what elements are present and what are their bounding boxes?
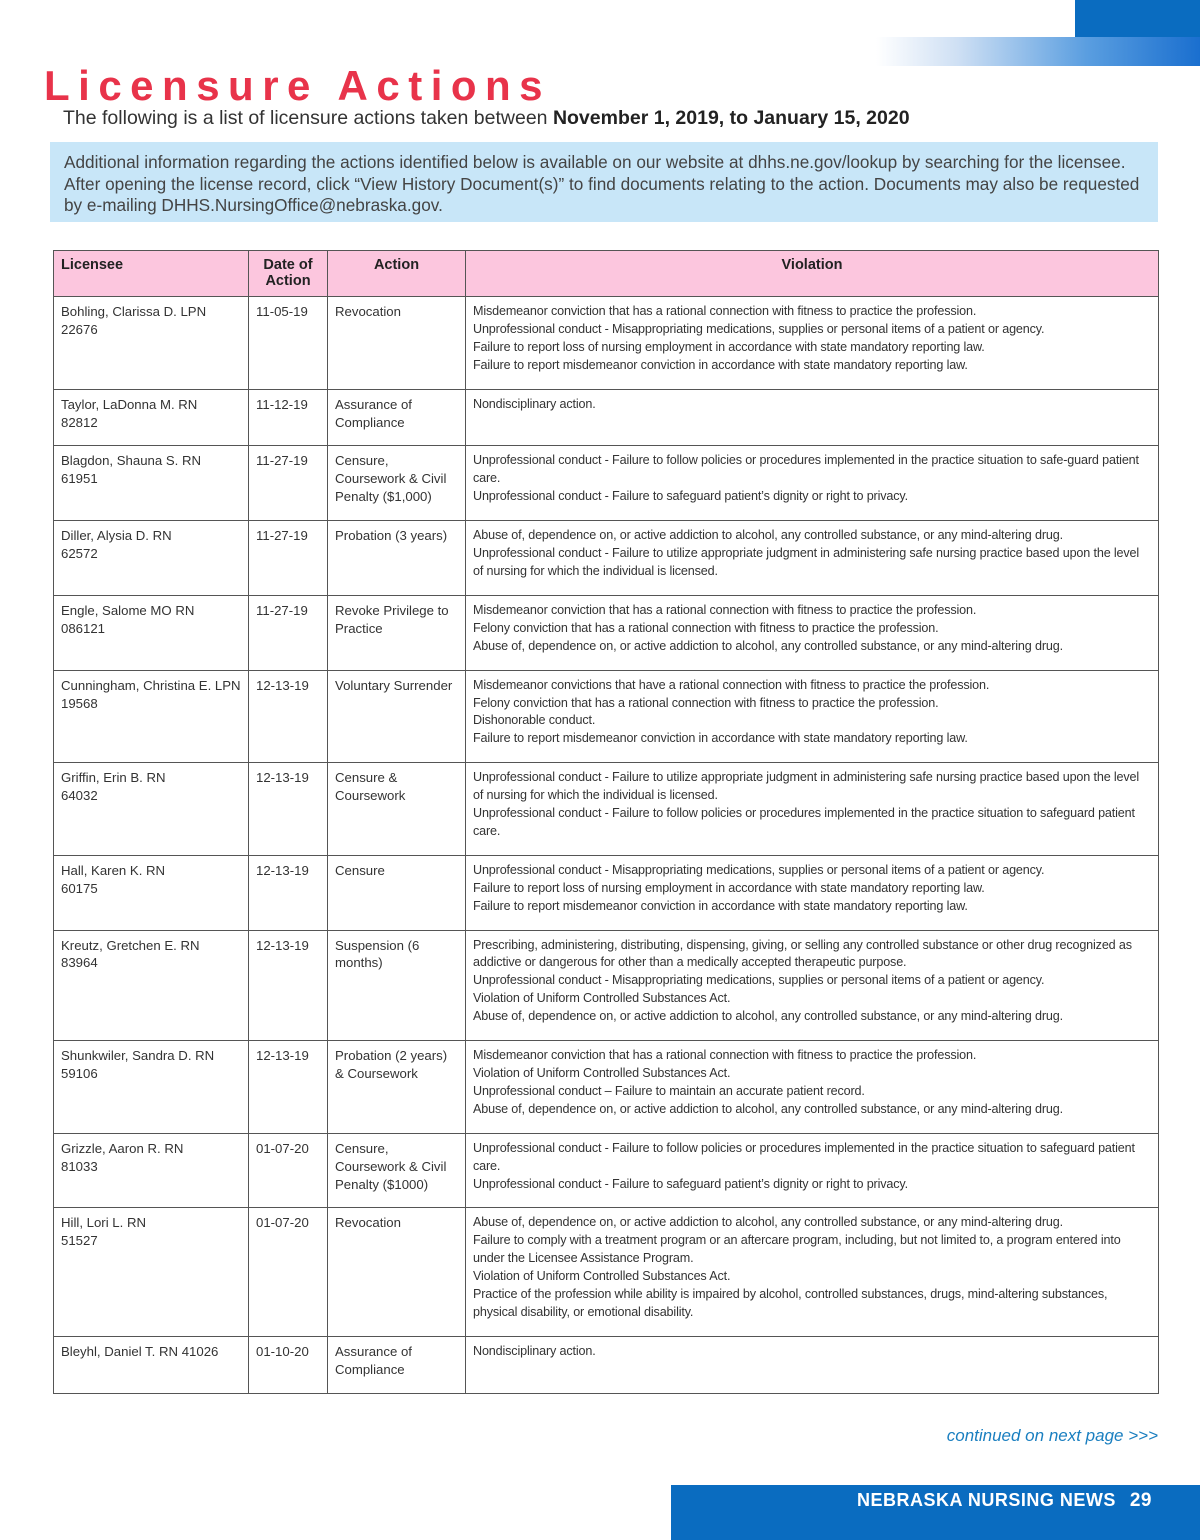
license-number: 51527	[61, 1233, 98, 1249]
licensee-name: Cunningham, Christina E. LPN	[61, 677, 241, 693]
violation-item: Failure to report misdemeanor conviction in accordance with state mandatory reporting law.	[473, 731, 968, 746]
continued-note: continued on next page >>>	[946, 1426, 1158, 1445]
violation-item: Violation of Uniform Controlled Substances Act.	[473, 991, 731, 1006]
licensee-cell	[54, 1336, 249, 1393]
violation-item: Unprofessional conduct - Failure to utilize appropriate judgment in administering safe nursing practice based upon the level of nursing for which the individual is licensed.	[473, 546, 1140, 578]
header-licensee: Licensee	[54, 251, 249, 297]
licensee-name: Bleyhl, Daniel T. RN 41026	[61, 1343, 219, 1359]
action-cell: Censure	[328, 855, 466, 930]
violation-item: Abuse of, dependence on, or active addiction to alcohol, any controlled substance, or any mind-altering drug.	[473, 1101, 1063, 1116]
date-cell: 11-12-19	[249, 389, 328, 446]
action-cell: Censure & Coursework	[328, 763, 466, 856]
licensee-cell	[54, 670, 249, 763]
action-cell: Voluntary Surrender	[328, 670, 466, 763]
violation-cell	[466, 930, 1159, 1041]
license-number: 61951	[61, 471, 98, 487]
date-cell: 12-13-19	[249, 1041, 328, 1134]
licensee-name: Hall, Karen K. RN	[61, 862, 166, 878]
date-cell: 01-07-20	[249, 1208, 328, 1336]
violation-item: Failure to comply with a treatment program or an aftercare program, including, but not limited to, a program entered into under the Licensee Assistance Program.	[473, 1233, 1121, 1266]
header-action: Action	[328, 251, 466, 297]
table-body	[54, 297, 1159, 1394]
subtitle-prefix: The following is a list of licensure actions taken between	[63, 107, 553, 129]
violation-item: Abuse of, dependence on, or active addiction to alcohol, any controlled substance, or any mind-altering drug.	[473, 638, 1063, 653]
table-row	[54, 521, 1159, 596]
info-box: Additional information regarding the actions identified below is available on our website at dhhs.ne.gov/lookup by searching for the licensee. After opening the license record, click “View History Document(s)” to find documents relating to the action. Documents may also be requested by e-mailing DHHS.NursingOffice@nebraska.gov.	[50, 142, 1158, 222]
table-row	[54, 1336, 1159, 1393]
header-date: Date of Action	[249, 251, 328, 297]
violation-item: Nondisciplinary action.	[473, 1343, 596, 1358]
table-row	[54, 1041, 1159, 1134]
action-cell: Probation (2 years) & Coursework	[328, 1041, 466, 1134]
licensee-name: Shunkwiler, Sandra D. RN	[61, 1048, 215, 1064]
publication-name: NEBRASKA NURSING NEWS	[857, 1490, 1116, 1510]
license-number: 60175	[61, 880, 98, 896]
violation-cell	[466, 670, 1159, 763]
violation-item: Failure to report loss of nursing employment in accordance with state mandatory reporting law.	[473, 339, 985, 354]
violation-item: Unprofessional conduct - Failure to follow policies or procedures implemented in the practice situation to safeguard patient care.	[473, 1140, 1135, 1173]
licensee-cell	[54, 855, 249, 930]
violation-item: Unprofessional conduct - Failure to safeguard patient’s dignity or right to privacy.	[473, 1176, 908, 1191]
date-cell: 12-13-19	[249, 930, 328, 1041]
violation-cell	[466, 595, 1159, 670]
action-cell: Suspension (6 months)	[328, 930, 466, 1041]
violation-cell	[466, 389, 1159, 446]
table-row	[54, 763, 1159, 856]
violation-cell	[466, 855, 1159, 930]
table-header-row	[54, 251, 1159, 297]
violation-item: Violation of Uniform Controlled Substances Act.	[473, 1269, 731, 1284]
license-number: 22676	[61, 321, 98, 337]
corner-color-block	[1075, 0, 1200, 37]
violation-item: Failure to report misdemeanor conviction in accordance with state mandatory reporting law.	[473, 898, 968, 913]
violation-cell	[466, 1133, 1159, 1208]
violation-item: Abuse of, dependence on, or active addiction to alcohol, any controlled substance, or any mind-altering drug.	[473, 1215, 1063, 1230]
violation-item: Felony conviction that has a rational connection with fitness to practice the profession.	[473, 695, 939, 710]
violation-item: Violation of Uniform Controlled Substances Act.	[473, 1066, 731, 1080]
subtitle-dates: November 1, 2019, to January 15, 2020	[552, 107, 910, 129]
violation-item: Abuse of, dependence on, or active addiction to alcohol, any controlled substance, or any mind-altering drug.	[473, 1009, 1063, 1024]
licensee-name: Taylor, LaDonna M. RN	[61, 396, 198, 412]
violation-item: Unprofessional conduct - Failure to follow policies or procedures implemented in the practice situation to safe-guard patient care.	[473, 453, 1139, 486]
violation-cell	[466, 446, 1159, 521]
violation-item: Misdemeanor convictions that have a rational connection with fitness to practice the profession.	[473, 677, 990, 692]
date-cell: 01-07-20	[249, 1133, 328, 1208]
licensee-name: Bohling, Clarissa D. LPN	[61, 304, 207, 319]
license-number: 62572	[61, 546, 98, 562]
violation-item: Failure to report loss of nursing employment in accordance with state mandatory reporting law.	[473, 880, 985, 895]
violation-item: Nondisciplinary action.	[473, 396, 596, 411]
violation-item: Practice of the profession while ability is impaired by alcohol, controlled substances, drugs, mind-altering substances, physical disability, or emotional disability.	[473, 1287, 1108, 1319]
license-number: 086121	[61, 620, 106, 636]
licensee-cell	[54, 297, 249, 390]
page-number: 29	[1129, 1490, 1152, 1511]
licensee-cell	[54, 1208, 249, 1336]
date-cell: 11-27-19	[249, 446, 328, 521]
violation-item: Unprofessional conduct - Failure to utilize appropriate judgment in administering safe nursing practice based upon the level of nursing for which the individual is licensed.	[473, 770, 1140, 803]
violation-item: Misdemeanor conviction that has a rational connection with fitness to practice the profession.	[473, 1048, 977, 1063]
license-number: 59106	[61, 1066, 98, 1081]
date-cell: 11-27-19	[249, 595, 328, 670]
date-cell: 12-13-19	[249, 763, 328, 856]
violation-item: Dishonorable conduct.	[473, 713, 596, 728]
violation-item: Prescribing, administering, distributing, dispensing, giving, or selling any controlled substance or other drug recognized as addictive or dangerous for other than a medically accepted therapeutic purpose.	[473, 937, 1132, 970]
licensee-name: Engle, Salome MO RN	[61, 602, 195, 618]
action-cell: Revocation	[328, 297, 466, 390]
licensee-name: Diller, Alysia D. RN	[61, 528, 172, 544]
footer-bar	[671, 1485, 1200, 1540]
date-cell: 11-27-19	[249, 521, 328, 596]
violation-item: Unprofessional conduct - Misappropriating medications, supplies or personal items of a patient or agency.	[473, 973, 1045, 988]
licensee-cell	[54, 446, 249, 521]
license-number: 83964	[61, 955, 98, 971]
table-row	[54, 297, 1159, 390]
action-cell: Censure, Coursework & Civil Penalty ($1000)	[328, 1133, 466, 1208]
licensee-cell	[54, 930, 249, 1041]
violation-item: Felony conviction that has a rational connection with fitness to practice the profession.	[473, 620, 939, 635]
table-row	[54, 1208, 1159, 1336]
violation-cell	[466, 521, 1159, 596]
table-row	[54, 389, 1159, 446]
violation-item: Unprofessional conduct - Misappropriating medications, supplies or personal items of a patient or agency.	[473, 862, 1045, 877]
violation-cell	[466, 1336, 1159, 1393]
licensure-actions-table	[53, 250, 1159, 1394]
table-row	[54, 670, 1159, 763]
date-cell: 12-13-19	[249, 855, 328, 930]
action-cell: Assurance of Compliance	[328, 389, 466, 446]
licensee-cell	[54, 763, 249, 856]
violation-item: Abuse of, dependence on, or active addiction to alcohol, any controlled substance, or any mind-altering drug.	[473, 528, 1063, 543]
date-cell: 11-05-19	[249, 297, 328, 390]
violation-item: Misdemeanor conviction that has a rational connection with fitness to practice the profession.	[473, 304, 977, 318]
header-gradient-bar	[876, 37, 1200, 66]
table-row	[54, 930, 1159, 1041]
violation-cell	[466, 297, 1159, 390]
action-cell: Revocation	[328, 1208, 466, 1336]
date-cell: 01-10-20	[249, 1336, 328, 1393]
licensee-cell	[54, 595, 249, 670]
action-cell: Revoke Privilege to Practice	[328, 595, 466, 670]
licensee-name: Griffin, Erin B. RN	[61, 770, 166, 786]
licensee-cell	[54, 1133, 249, 1208]
violation-item: Failure to report misdemeanor conviction in accordance with state mandatory reporting law.	[473, 357, 968, 372]
licensee-name: Blagdon, Shauna S. RN	[61, 453, 202, 469]
action-cell: Censure, Coursework & Civil Penalty ($1,000)	[328, 446, 466, 521]
violation-item: Unprofessional conduct – Failure to maintain an accurate patient record.	[473, 1083, 865, 1098]
table-row	[54, 446, 1159, 521]
page-title: Licensure Actions	[44, 62, 552, 109]
license-number: 19568	[61, 695, 98, 711]
licensee-cell	[54, 1041, 249, 1134]
date-cell: 12-13-19	[249, 670, 328, 763]
violation-item: Misdemeanor conviction that has a rational connection with fitness to practice the profession.	[473, 602, 977, 617]
violation-item: Unprofessional conduct - Failure to safeguard patient’s dignity or right to privacy.	[473, 489, 908, 504]
action-cell: Assurance of Compliance	[328, 1336, 466, 1393]
license-number: 82812	[61, 414, 98, 430]
licensee-cell	[54, 521, 249, 596]
license-number: 64032	[61, 788, 98, 804]
page-subtitle	[63, 107, 910, 130]
violation-item: Unprofessional conduct - Misappropriating medications, supplies or personal items of a patient or agency.	[473, 321, 1045, 336]
licensee-cell	[54, 389, 249, 446]
violation-item: Unprofessional conduct - Failure to follow policies or procedures implemented in the practice situation to safeguard patient care.	[473, 806, 1135, 838]
table-row	[54, 595, 1159, 670]
violation-cell	[466, 1208, 1159, 1336]
table-row	[54, 855, 1159, 930]
licensee-name: Grizzle, Aaron R. RN	[61, 1140, 184, 1156]
licensee-name: Kreutz, Gretchen E. RN	[61, 937, 200, 953]
licensee-name: Hill, Lori L. RN	[61, 1215, 147, 1231]
table-row	[54, 1133, 1159, 1208]
license-number: 81033	[61, 1158, 98, 1174]
violation-cell	[466, 1041, 1159, 1134]
violation-cell	[466, 763, 1159, 856]
action-cell: Probation (3 years)	[328, 521, 466, 596]
header-violation: Violation	[466, 251, 1159, 297]
